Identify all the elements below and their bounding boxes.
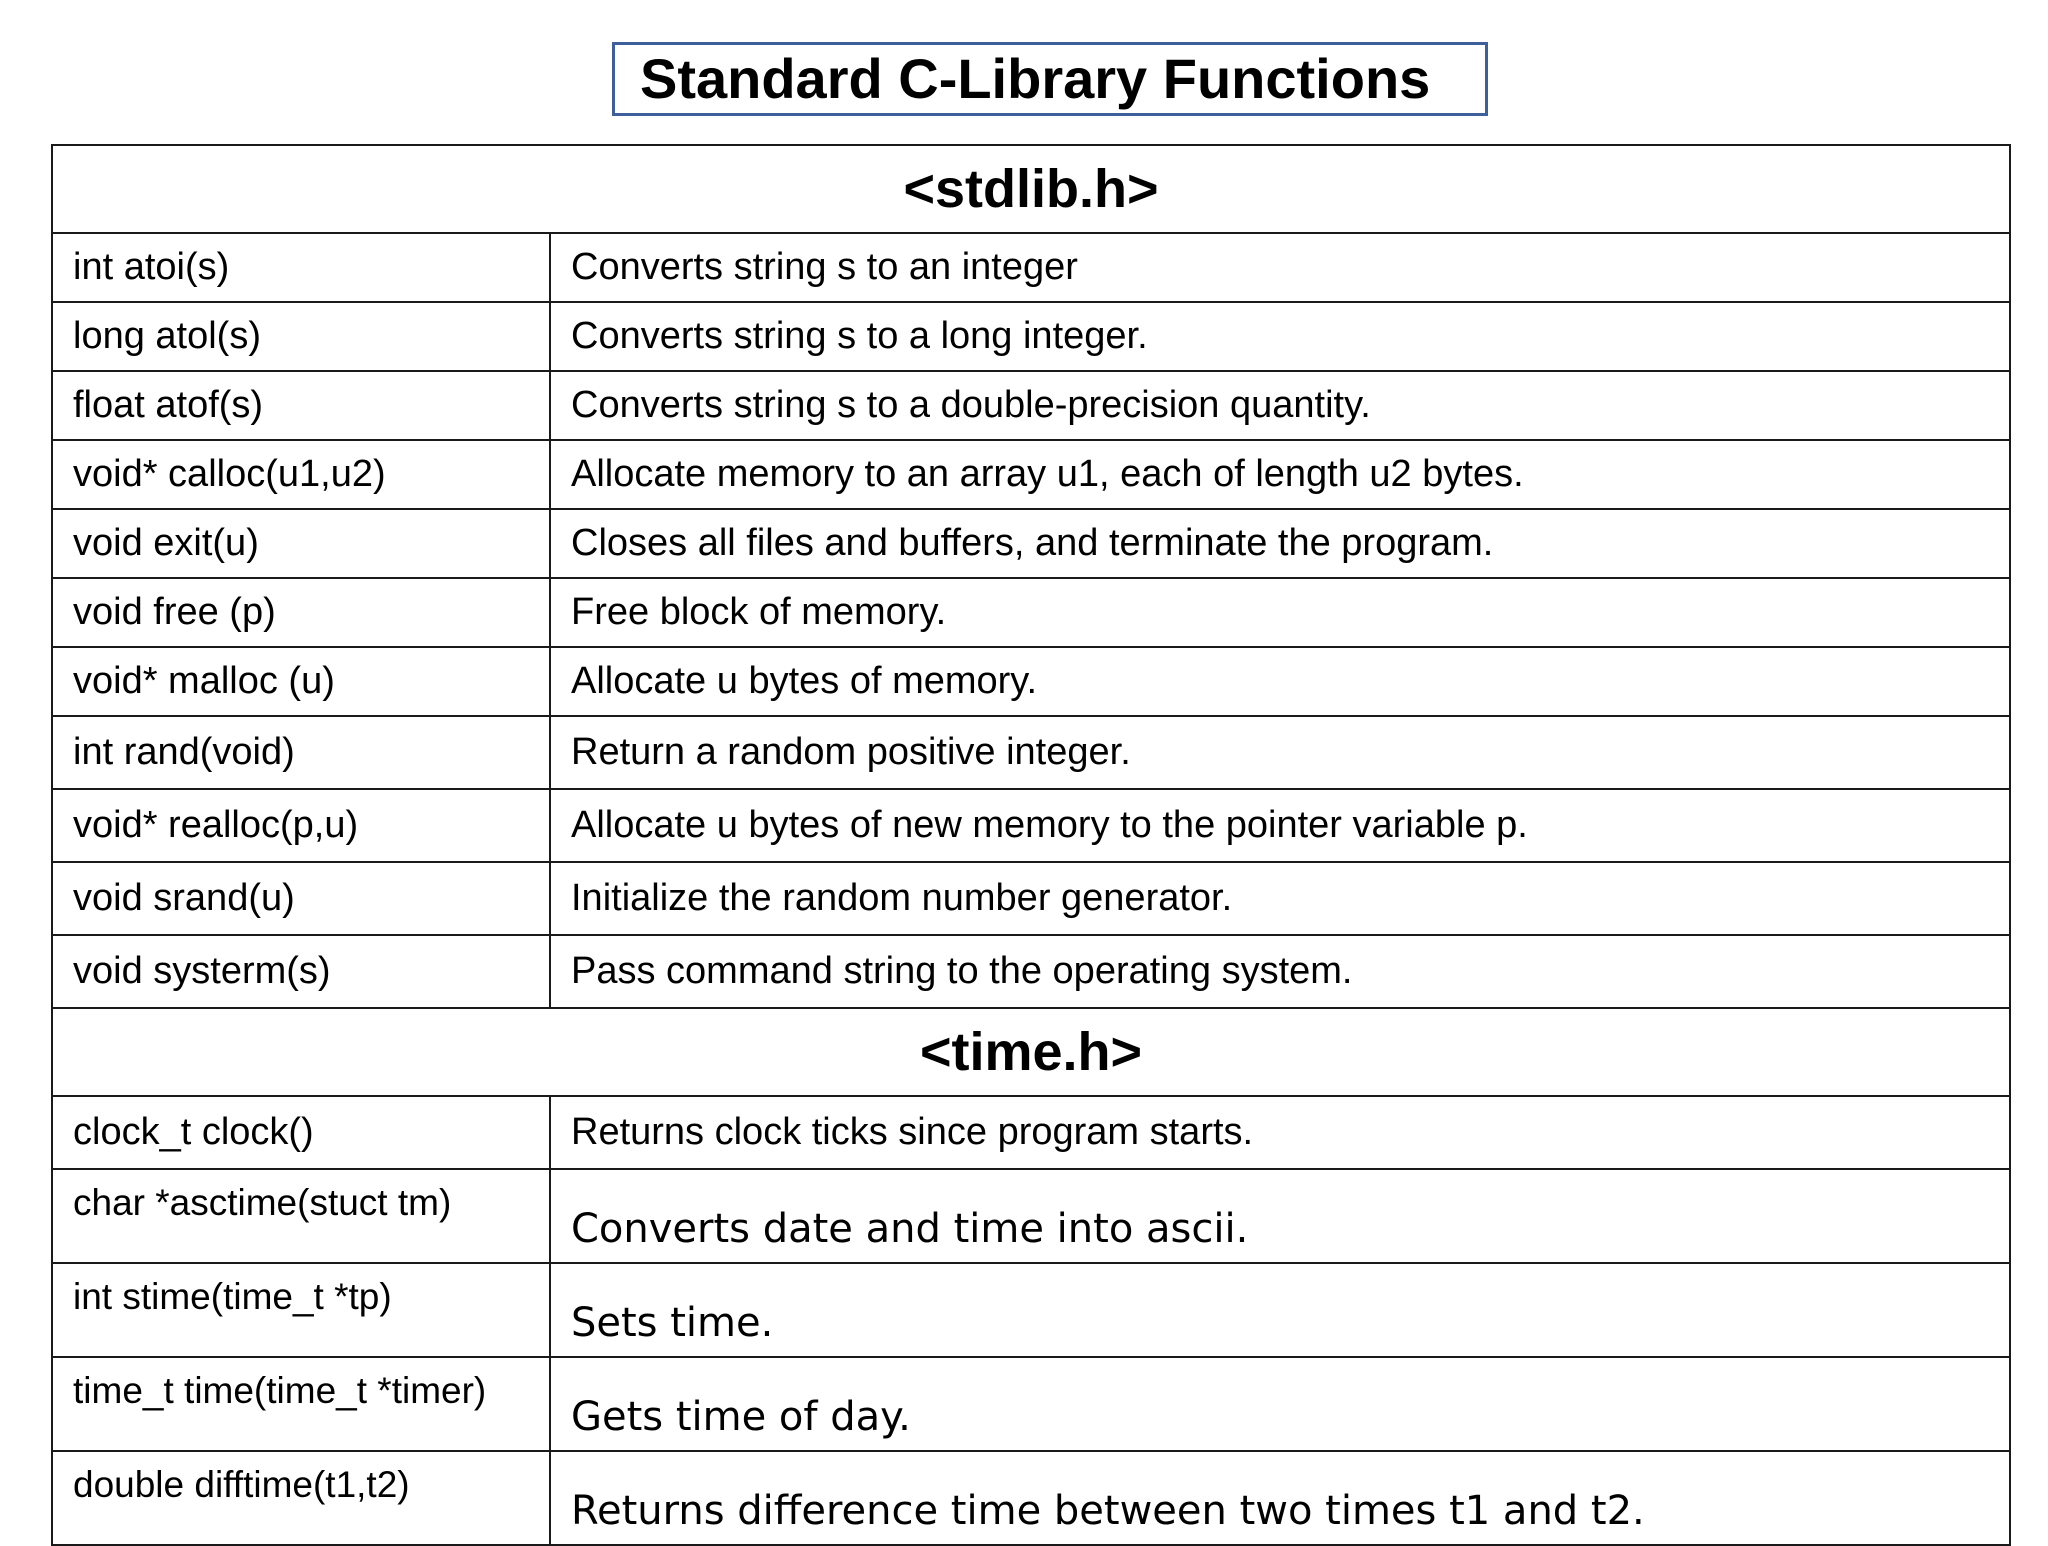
function-signature: void exit(u)	[52, 509, 550, 578]
table-row	[52, 578, 2010, 647]
section-header-stdlib: <stdlib.h>	[52, 145, 2010, 233]
function-signature: clock_t clock()	[52, 1096, 550, 1169]
function-signature: float atof(s)	[52, 371, 550, 440]
table-row	[52, 716, 2010, 789]
section-header-row	[52, 145, 2010, 233]
function-description: Sets time.	[550, 1263, 2010, 1357]
function-signature: double difftime(t1,t2)	[52, 1451, 550, 1545]
function-description: Allocate memory to an array u1, each of length u2 bytes.	[550, 440, 2010, 509]
function-signature: void free (p)	[52, 578, 550, 647]
function-description: Pass command string to the operating system.	[550, 935, 2010, 1008]
function-signature: void* calloc(u1,u2)	[52, 440, 550, 509]
function-description: Converts string s to a double-precision quantity.	[550, 371, 2010, 440]
function-signature: long atol(s)	[52, 302, 550, 371]
function-signature: int atoi(s)	[52, 233, 550, 302]
section-header-time: <time.h>	[52, 1008, 2010, 1096]
table-row	[52, 1357, 2010, 1451]
table-row	[52, 509, 2010, 578]
table-row	[52, 302, 2010, 371]
section-header-row	[52, 1008, 2010, 1096]
function-description: Gets time of day.	[550, 1357, 2010, 1451]
function-description: Returns clock ticks since program starts.	[550, 1096, 2010, 1169]
function-description: Closes all files and buffers, and terminate the program.	[550, 509, 2010, 578]
function-description: Converts string s to a long integer.	[550, 302, 2010, 371]
table-row	[52, 371, 2010, 440]
table-row	[52, 789, 2010, 862]
function-signature: void systerm(s)	[52, 935, 550, 1008]
function-description: Initialize the random number generator.	[550, 862, 2010, 935]
function-signature: int rand(void)	[52, 716, 550, 789]
function-description: Returns difference time between two times t1 and t2.	[550, 1451, 2010, 1545]
table-row	[52, 233, 2010, 302]
functions-table	[51, 144, 2011, 1546]
table-row	[52, 1096, 2010, 1169]
function-description: Return a random positive integer.	[550, 716, 2010, 789]
function-description: Converts string s to an integer	[550, 233, 2010, 302]
table-row	[52, 1169, 2010, 1263]
table-row	[52, 440, 2010, 509]
table-row	[52, 1263, 2010, 1357]
function-signature: void* malloc (u)	[52, 647, 550, 716]
function-description: Allocate u bytes of new memory to the pointer variable p.	[550, 789, 2010, 862]
function-signature: char *asctime(stuct tm)	[52, 1169, 550, 1263]
function-signature: void srand(u)	[52, 862, 550, 935]
table-row	[52, 935, 2010, 1008]
table-row	[52, 862, 2010, 935]
function-description: Converts date and time into ascii.	[550, 1169, 2010, 1263]
table-row	[52, 647, 2010, 716]
page-title: Standard C-Library Functions	[612, 42, 1488, 116]
function-signature: time_t time(time_t *timer)	[52, 1357, 550, 1451]
function-description: Allocate u bytes of memory.	[550, 647, 2010, 716]
function-description: Free block of memory.	[550, 578, 2010, 647]
function-signature: void* realloc(p,u)	[52, 789, 550, 862]
function-signature: int stime(time_t *tp)	[52, 1263, 550, 1357]
table-row	[52, 1451, 2010, 1545]
